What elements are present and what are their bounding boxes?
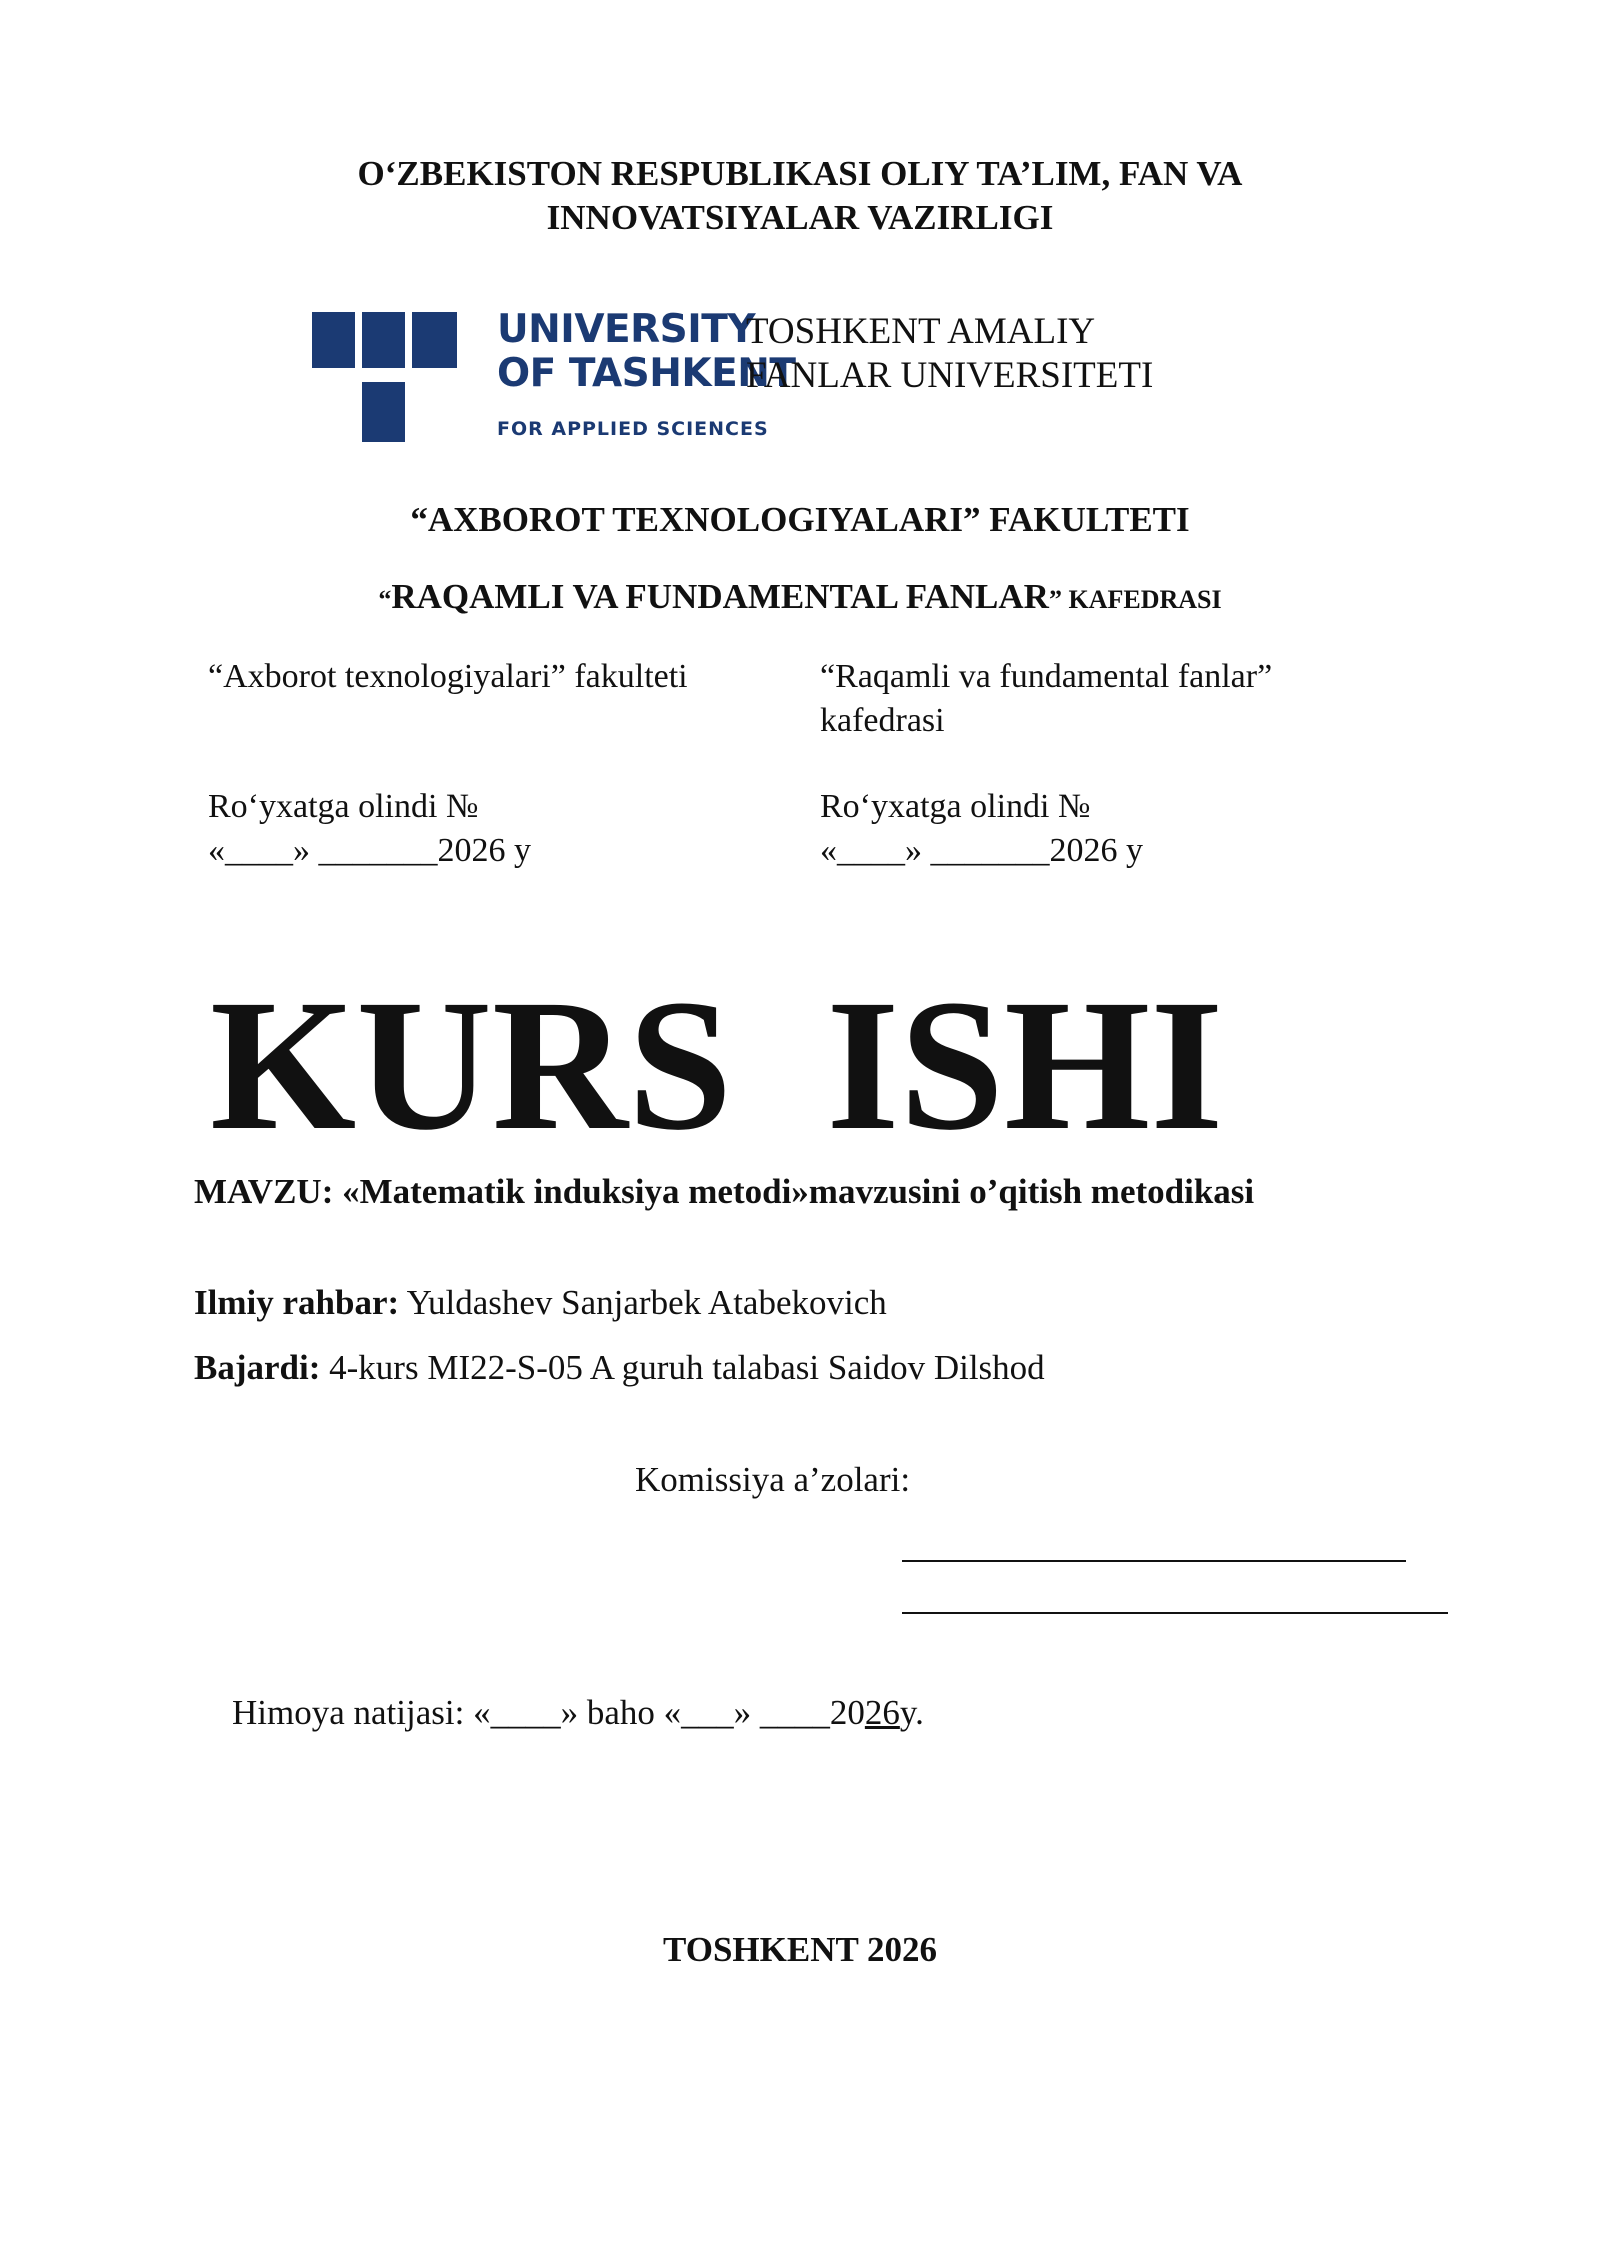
footer-city-year: TOSHKENT 2026	[663, 1930, 937, 1969]
department-name: RAQAMLI VA FUNDAMENTAL FANLAR	[391, 577, 1049, 616]
university-name-line-1: TOSHKENT AMALIY	[746, 311, 1096, 352]
right-registration-date: «____» _______2026 y	[820, 832, 1143, 869]
left-registration	[208, 785, 788, 873]
university-logo-icon	[312, 312, 457, 442]
logo-block-4	[362, 382, 405, 442]
left-registration-label: Ro‘yxatga olindi №	[208, 788, 479, 825]
logo-block-2	[362, 312, 405, 368]
performer-label: Bajardi:	[194, 1348, 321, 1387]
department-suffix: KAFEDRASI	[1061, 585, 1222, 614]
ministry-line-1: O‘ZBEKISTON RESPUBLIKASI OLIY TA’LIM, FAN VA	[357, 154, 1243, 193]
logo-line-1: UNIVERSITY	[497, 307, 756, 352]
left-registration-date: «____» _______2026 y	[208, 832, 531, 869]
right-registration	[820, 785, 1420, 873]
right-registration-label: Ro‘yxatga olindi №	[820, 788, 1091, 825]
logo-block-1	[312, 312, 355, 368]
commission-signature-line-2	[902, 1612, 1448, 1614]
performer-name: 4-kurs MI22-S-05 A guruh talabasi Saidov Dilshod	[320, 1348, 1045, 1387]
university-name	[746, 310, 1153, 398]
defense-suffix: y.	[899, 1693, 924, 1732]
right-unit-line-1: “Raqamli va fundamental fanlar”	[820, 658, 1273, 695]
commission-label: Komissiya a’zolari:	[635, 1460, 911, 1499]
commission-signature-line-1	[902, 1560, 1406, 1562]
supervisor-line	[194, 1283, 887, 1323]
supervisor-name: Yuldashev Sanjarbek Atabekovich	[399, 1283, 887, 1322]
supervisor-label: Ilmiy rahbar:	[194, 1283, 400, 1322]
department-open-quote: “	[378, 585, 392, 614]
ministry-line-2: INNOVATSIYALAR VAZIRLIGI	[546, 198, 1054, 237]
logo-tagline: FOR APPLIED SCIENCES	[497, 418, 769, 440]
left-unit: “Axborot texnologiyalari” fakulteti	[208, 658, 688, 695]
defense-year-underlined: 26	[864, 1693, 900, 1732]
topic-line: MAVZU: «Matematik induksiya metodi»mavzusini o’qitish metodikasi	[194, 1172, 1255, 1211]
defense-text: Himoya natijasi: «____» baho «___» ____20	[232, 1693, 865, 1732]
ministry-heading	[0, 152, 1600, 240]
department-title	[0, 577, 1600, 617]
logo-line-2: OF TASHKENT	[497, 351, 796, 396]
defense-result	[232, 1693, 924, 1733]
department-close-quote: ”	[1048, 585, 1062, 614]
logo-block-3	[412, 312, 457, 368]
faculty-title: “AXBOROT TEXNOLOGIYALARI” FAKULTETI	[410, 500, 1190, 539]
right-unit-line-2: kafedrasi	[820, 702, 945, 739]
performer-line	[194, 1348, 1045, 1388]
university-name-line-2: FANLAR UNIVERSITETI	[746, 355, 1154, 396]
right-unit	[820, 655, 1420, 743]
document-title: KURS ISHI	[210, 960, 1224, 1169]
